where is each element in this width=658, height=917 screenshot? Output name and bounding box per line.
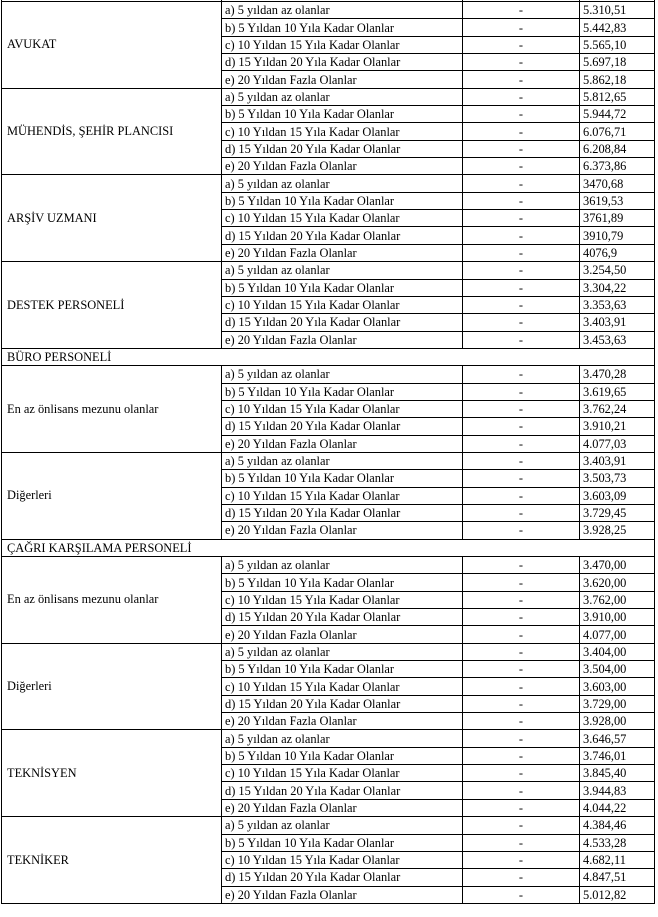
seniority-label: e) 20 Yıldan Fazla Olanlar	[222, 522, 463, 539]
seniority-label: e) 20 Yıldan Fazla Olanlar	[222, 713, 463, 730]
position-title: TEKNİSYEN	[2, 730, 222, 817]
section-title: BÜRO PERSONELİ	[2, 348, 655, 365]
rate-mark: -	[463, 19, 580, 36]
salary-value: 3.646,57	[580, 730, 655, 747]
rate-mark: -	[463, 522, 580, 539]
salary-value: 3.928,00	[580, 713, 655, 730]
salary-table	[1, 0, 655, 904]
rate-mark: -	[463, 782, 580, 799]
rate-mark: -	[463, 279, 580, 296]
salary-value: 4076,9	[580, 244, 655, 261]
rate-mark: -	[463, 106, 580, 123]
table-row	[2, 817, 655, 834]
seniority-label: a) 5 yıldan az olanlar	[222, 262, 463, 279]
salary-value: 3.254,50	[580, 262, 655, 279]
salary-value: 4.682,11	[580, 851, 655, 868]
rate-mark: -	[463, 296, 580, 313]
section-header-row	[2, 539, 655, 556]
section-header-row	[2, 348, 655, 365]
seniority-label: c) 10 Yıldan 15 Yıla Kadar Olanlar	[222, 487, 463, 504]
seniority-label: c) 10 Yıldan 15 Yıla Kadar Olanlar	[222, 591, 463, 608]
seniority-label: c) 10 Yıldan 15 Yıla Kadar Olanlar	[222, 400, 463, 417]
salary-value: 3.603,00	[580, 678, 655, 695]
rate-mark: -	[463, 36, 580, 53]
rate-mark: -	[463, 192, 580, 209]
position-title: En az önlisans mezunu olanlar	[2, 557, 222, 644]
rate-mark: -	[463, 817, 580, 834]
rate-mark: -	[463, 262, 580, 279]
seniority-label: e) 20 Yıldan Fazla Olanlar	[222, 244, 463, 261]
rate-mark: -	[463, 661, 580, 678]
salary-value: 3.470,00	[580, 557, 655, 574]
salary-value: 4.077,03	[580, 435, 655, 452]
salary-value: 3.403,91	[580, 314, 655, 331]
rate-mark: -	[463, 314, 580, 331]
salary-value: 3.910,21	[580, 418, 655, 435]
salary-value: 5.442,83	[580, 19, 655, 36]
seniority-label: c) 10 Yıldan 15 Yıla Kadar Olanlar	[222, 210, 463, 227]
rate-mark: -	[463, 713, 580, 730]
seniority-label: e) 20 Yıldan Fazla Olanlar	[222, 799, 463, 816]
seniority-label: b) 5 Yıldan 10 Yıla Kadar Olanlar	[222, 19, 463, 36]
rate-mark: -	[463, 227, 580, 244]
salary-value: 5.697,18	[580, 54, 655, 71]
section-title: ÇAĞRI KARŞILAMA PERSONELİ	[2, 539, 655, 556]
position-title: TEKNİKER	[2, 817, 222, 904]
salary-value: 3.619,65	[580, 383, 655, 400]
rate-mark: -	[463, 504, 580, 521]
rate-mark: -	[463, 210, 580, 227]
salary-value: 3.762,00	[580, 591, 655, 608]
seniority-label: b) 5 Yıldan 10 Yıla Kadar Olanlar	[222, 470, 463, 487]
seniority-label: b) 5 Yıldan 10 Yıla Kadar Olanlar	[222, 192, 463, 209]
seniority-label: d) 15 Yıldan 20 Yıla Kadar Olanlar	[222, 782, 463, 799]
seniority-label: d) 15 Yıldan 20 Yıla Kadar Olanlar	[222, 695, 463, 712]
rate-mark: -	[463, 765, 580, 782]
seniority-label: d) 15 Yıldan 20 Yıla Kadar Olanlar	[222, 609, 463, 626]
rate-mark: -	[463, 175, 580, 192]
rate-mark: -	[463, 557, 580, 574]
seniority-label: b) 5 Yıldan 10 Yıla Kadar Olanlar	[222, 834, 463, 851]
position-title: Diğerleri	[2, 452, 222, 539]
table-row	[2, 452, 655, 469]
position-title: AVUKAT	[2, 2, 222, 89]
rate-mark: -	[463, 435, 580, 452]
seniority-label: a) 5 yıldan az olanlar	[222, 557, 463, 574]
seniority-label: b) 5 Yıldan 10 Yıla Kadar Olanlar	[222, 747, 463, 764]
seniority-label: a) 5 yıldan az olanlar	[222, 452, 463, 469]
rate-mark: -	[463, 747, 580, 764]
rate-mark: -	[463, 366, 580, 383]
seniority-label: a) 5 yıldan az olanlar	[222, 88, 463, 105]
seniority-label: b) 5 Yıldan 10 Yıla Kadar Olanlar	[222, 106, 463, 123]
salary-value: 3.620,00	[580, 574, 655, 591]
seniority-label: a) 5 yıldan az olanlar	[222, 643, 463, 660]
rate-mark: -	[463, 418, 580, 435]
salary-value: 3.353,63	[580, 296, 655, 313]
position-title: DESTEK PERSONELİ	[2, 262, 222, 349]
position-title: MÜHENDİS, ŞEHİR PLANCISI	[2, 88, 222, 175]
seniority-label: c) 10 Yıldan 15 Yıla Kadar Olanlar	[222, 851, 463, 868]
rate-mark: -	[463, 695, 580, 712]
rate-mark: -	[463, 140, 580, 157]
seniority-label: b) 5 Yıldan 10 Yıla Kadar Olanlar	[222, 574, 463, 591]
table-row	[2, 730, 655, 747]
salary-value: 6.208,84	[580, 140, 655, 157]
rate-mark: -	[463, 383, 580, 400]
salary-value: 3.304,22	[580, 279, 655, 296]
salary-value: 3.928,25	[580, 522, 655, 539]
salary-value: 5.565,10	[580, 36, 655, 53]
position-title: ARŞİV UZMANI	[2, 175, 222, 262]
salary-value: 4.533,28	[580, 834, 655, 851]
rate-mark: -	[463, 626, 580, 643]
rate-mark: -	[463, 71, 580, 88]
table-row	[2, 88, 655, 105]
seniority-label: c) 10 Yıldan 15 Yıla Kadar Olanlar	[222, 36, 463, 53]
table-row	[2, 262, 655, 279]
salary-value: 3619,53	[580, 192, 655, 209]
salary-value: 3761,89	[580, 210, 655, 227]
rate-mark: -	[463, 799, 580, 816]
salary-value: 3470,68	[580, 175, 655, 192]
salary-value: 4.044,22	[580, 799, 655, 816]
salary-value: 3.762,24	[580, 400, 655, 417]
salary-value: 5.012,82	[580, 886, 655, 903]
seniority-label: a) 5 yıldan az olanlar	[222, 817, 463, 834]
salary-value: 4.384,46	[580, 817, 655, 834]
rate-mark: -	[463, 591, 580, 608]
position-title: En az önlisans mezunu olanlar	[2, 366, 222, 453]
seniority-label: e) 20 Yıldan Fazla Olanlar	[222, 71, 463, 88]
salary-value: 3.729,00	[580, 695, 655, 712]
rate-mark: -	[463, 331, 580, 348]
rate-mark: -	[463, 123, 580, 140]
seniority-label: a) 5 yıldan az olanlar	[222, 2, 463, 19]
seniority-label: e) 20 Yıldan Fazla Olanlar	[222, 331, 463, 348]
rate-mark: -	[463, 244, 580, 261]
rate-mark: -	[463, 158, 580, 175]
rate-mark: -	[463, 886, 580, 903]
salary-value: 3.504,00	[580, 661, 655, 678]
rate-mark: -	[463, 851, 580, 868]
rate-mark: -	[463, 470, 580, 487]
seniority-label: c) 10 Yıldan 15 Yıla Kadar Olanlar	[222, 765, 463, 782]
seniority-label: b) 5 Yıldan 10 Yıla Kadar Olanlar	[222, 661, 463, 678]
seniority-label: d) 15 Yıldan 20 Yıla Kadar Olanlar	[222, 869, 463, 886]
seniority-label: e) 20 Yıldan Fazla Olanlar	[222, 158, 463, 175]
salary-value: 5.944,72	[580, 106, 655, 123]
seniority-label: b) 5 Yıldan 10 Yıla Kadar Olanlar	[222, 383, 463, 400]
salary-value: 6.373,86	[580, 158, 655, 175]
table-row	[2, 643, 655, 660]
seniority-label: e) 20 Yıldan Fazla Olanlar	[222, 886, 463, 903]
salary-value: 3.470,28	[580, 366, 655, 383]
salary-value: 5.812,65	[580, 88, 655, 105]
seniority-label: c) 10 Yıldan 15 Yıla Kadar Olanlar	[222, 296, 463, 313]
position-title: Diğerleri	[2, 643, 222, 730]
salary-value: 3.503,73	[580, 470, 655, 487]
seniority-label: c) 10 Yıldan 15 Yıla Kadar Olanlar	[222, 678, 463, 695]
table-row	[2, 175, 655, 192]
seniority-label: a) 5 yıldan az olanlar	[222, 730, 463, 747]
salary-table-body	[2, 0, 655, 903]
rate-mark: -	[463, 834, 580, 851]
rate-mark: -	[463, 730, 580, 747]
table-row	[2, 366, 655, 383]
seniority-label: a) 5 yıldan az olanlar	[222, 175, 463, 192]
seniority-label: e) 20 Yıldan Fazla Olanlar	[222, 626, 463, 643]
rate-mark: -	[463, 869, 580, 886]
salary-value: 5.862,18	[580, 71, 655, 88]
salary-value: 4.847,51	[580, 869, 655, 886]
rate-mark: -	[463, 487, 580, 504]
salary-value: 3910,79	[580, 227, 655, 244]
rate-mark: -	[463, 54, 580, 71]
seniority-label: a) 5 yıldan az olanlar	[222, 366, 463, 383]
rate-mark: -	[463, 678, 580, 695]
rate-mark: -	[463, 609, 580, 626]
salary-value: 6.076,71	[580, 123, 655, 140]
seniority-label: d) 15 Yıldan 20 Yıla Kadar Olanlar	[222, 227, 463, 244]
salary-value: 3.403,91	[580, 452, 655, 469]
rate-mark: -	[463, 452, 580, 469]
salary-value: 3.453,63	[580, 331, 655, 348]
seniority-label: c) 10 Yıldan 15 Yıla Kadar Olanlar	[222, 123, 463, 140]
salary-value: 3.746,01	[580, 747, 655, 764]
salary-value: 3.910,00	[580, 609, 655, 626]
salary-value: 3.603,09	[580, 487, 655, 504]
salary-value: 4.077,00	[580, 626, 655, 643]
rate-mark: -	[463, 643, 580, 660]
salary-value: 3.404,00	[580, 643, 655, 660]
seniority-label: e) 20 Yıldan Fazla Olanlar	[222, 435, 463, 452]
table-row	[2, 557, 655, 574]
rate-mark: -	[463, 2, 580, 19]
salary-value: 3.845,40	[580, 765, 655, 782]
rate-mark: -	[463, 88, 580, 105]
salary-value: 3.944,83	[580, 782, 655, 799]
seniority-label: d) 15 Yıldan 20 Yıla Kadar Olanlar	[222, 140, 463, 157]
seniority-label: d) 15 Yıldan 20 Yıla Kadar Olanlar	[222, 314, 463, 331]
document-page	[1, 0, 654, 904]
table-row	[2, 2, 655, 19]
rate-mark: -	[463, 574, 580, 591]
seniority-label: d) 15 Yıldan 20 Yıla Kadar Olanlar	[222, 54, 463, 71]
salary-value: 5.310,51	[580, 2, 655, 19]
salary-value: 3.729,45	[580, 504, 655, 521]
rate-mark: -	[463, 400, 580, 417]
seniority-label: d) 15 Yıldan 20 Yıla Kadar Olanlar	[222, 504, 463, 521]
seniority-label: b) 5 Yıldan 10 Yıla Kadar Olanlar	[222, 279, 463, 296]
seniority-label: d) 15 Yıldan 20 Yıla Kadar Olanlar	[222, 418, 463, 435]
